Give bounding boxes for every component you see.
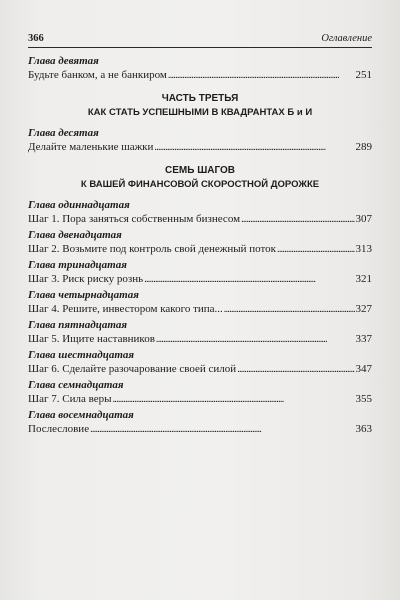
toc-entry-12[interactable] [28,243,372,257]
toc-entry-title: Делайте маленькие шажки [28,140,154,153]
toc-entry-15[interactable] [28,333,372,347]
toc-entry-page: 251 [355,68,372,81]
section-subheading: К ВАШЕЙ ФИНАНСОВОЙ СКОРОСТНОЙ ДОРОЖКЕ [80,179,320,190]
dot-leader [90,423,354,437]
toc-entry-page: 289 [355,140,372,153]
dot-leader [277,243,354,257]
toc-entry-page: 363 [355,422,372,435]
section-heading: СЕМЬ ШАГОВ [165,165,235,176]
dot-leader [156,333,355,347]
chapter-heading-18: Глава восемнадцатая [28,409,134,421]
chapter-heading-11: Глава одиннадцатая [28,199,130,211]
dot-leader [224,303,355,317]
page-number: 366 [28,33,44,44]
toc-entry-16[interactable] [28,363,372,377]
page-header [28,33,372,47]
dot-leader [241,213,354,227]
chapter-heading-13: Глава тринадцатая [28,259,127,271]
toc-entry-11[interactable] [28,213,372,227]
toc-entry-title: Шаг 2. Возьмите под контроль свой денежный поток [28,242,277,255]
toc-entry-18[interactable] [28,423,372,437]
toc-entry-10[interactable] [28,141,372,155]
dot-leader [168,69,355,83]
toc-entry-14[interactable] [28,303,372,317]
toc-entry-page: 355 [355,392,372,405]
dot-leader [154,141,354,155]
toc-entry-17[interactable] [28,393,372,407]
table-of-contents [28,52,372,436]
toc-entry-title: Шаг 4. Решите, инвестором какого типа... [28,302,223,315]
toc-entry-page: 321 [355,272,372,285]
toc-entry-page: 313 [355,242,372,255]
toc-entry-page: 337 [355,332,372,345]
dot-leader [144,273,354,287]
part-heading: ЧАСТЬ ТРЕТЬЯ [161,93,239,104]
dot-leader [237,363,354,377]
toc-entry-page: 327 [355,302,372,315]
toc-entry-page: 347 [355,362,372,375]
toc-entry-title: Шаг 5. Ищите наставников [28,332,155,345]
toc-entry-title: Шаг 1. Пора заняться собственным бизнесом [28,212,241,225]
running-title: Оглавление [321,33,372,44]
toc-entry-title: Шаг 6. Сделайте разочарование своей силой [28,362,237,375]
chapter-heading-14: Глава четырнадцатая [28,289,139,301]
chapter-heading-15: Глава пятнадцатая [28,319,128,331]
chapter-heading-9: Глава девятая [28,55,99,67]
toc-entry-title: Шаг 3. Риск риску рознь [28,272,144,285]
chapter-heading-10: Глава десятая [28,127,99,139]
toc-entry-9[interactable] [28,69,372,83]
toc-entry-title: Послесловие [28,422,90,435]
chapter-heading-17: Глава семнадцатая [28,379,124,391]
chapter-heading-16: Глава шестнадцатая [28,349,135,361]
toc-entry-13[interactable] [28,273,372,287]
toc-entry-title: Будьте банком, а не банкиром [28,68,167,81]
part-subheading: КАК СТАТЬ УСПЕШНЫМИ В КВАДРАНТАХ Б и И [87,107,313,118]
toc-entry-title: Шаг 7. Сила веры [28,392,112,405]
dot-leader [113,393,355,407]
toc-entry-page: 307 [355,212,372,225]
chapter-heading-12: Глава двенадцатая [28,229,122,241]
header-rule [28,47,372,48]
